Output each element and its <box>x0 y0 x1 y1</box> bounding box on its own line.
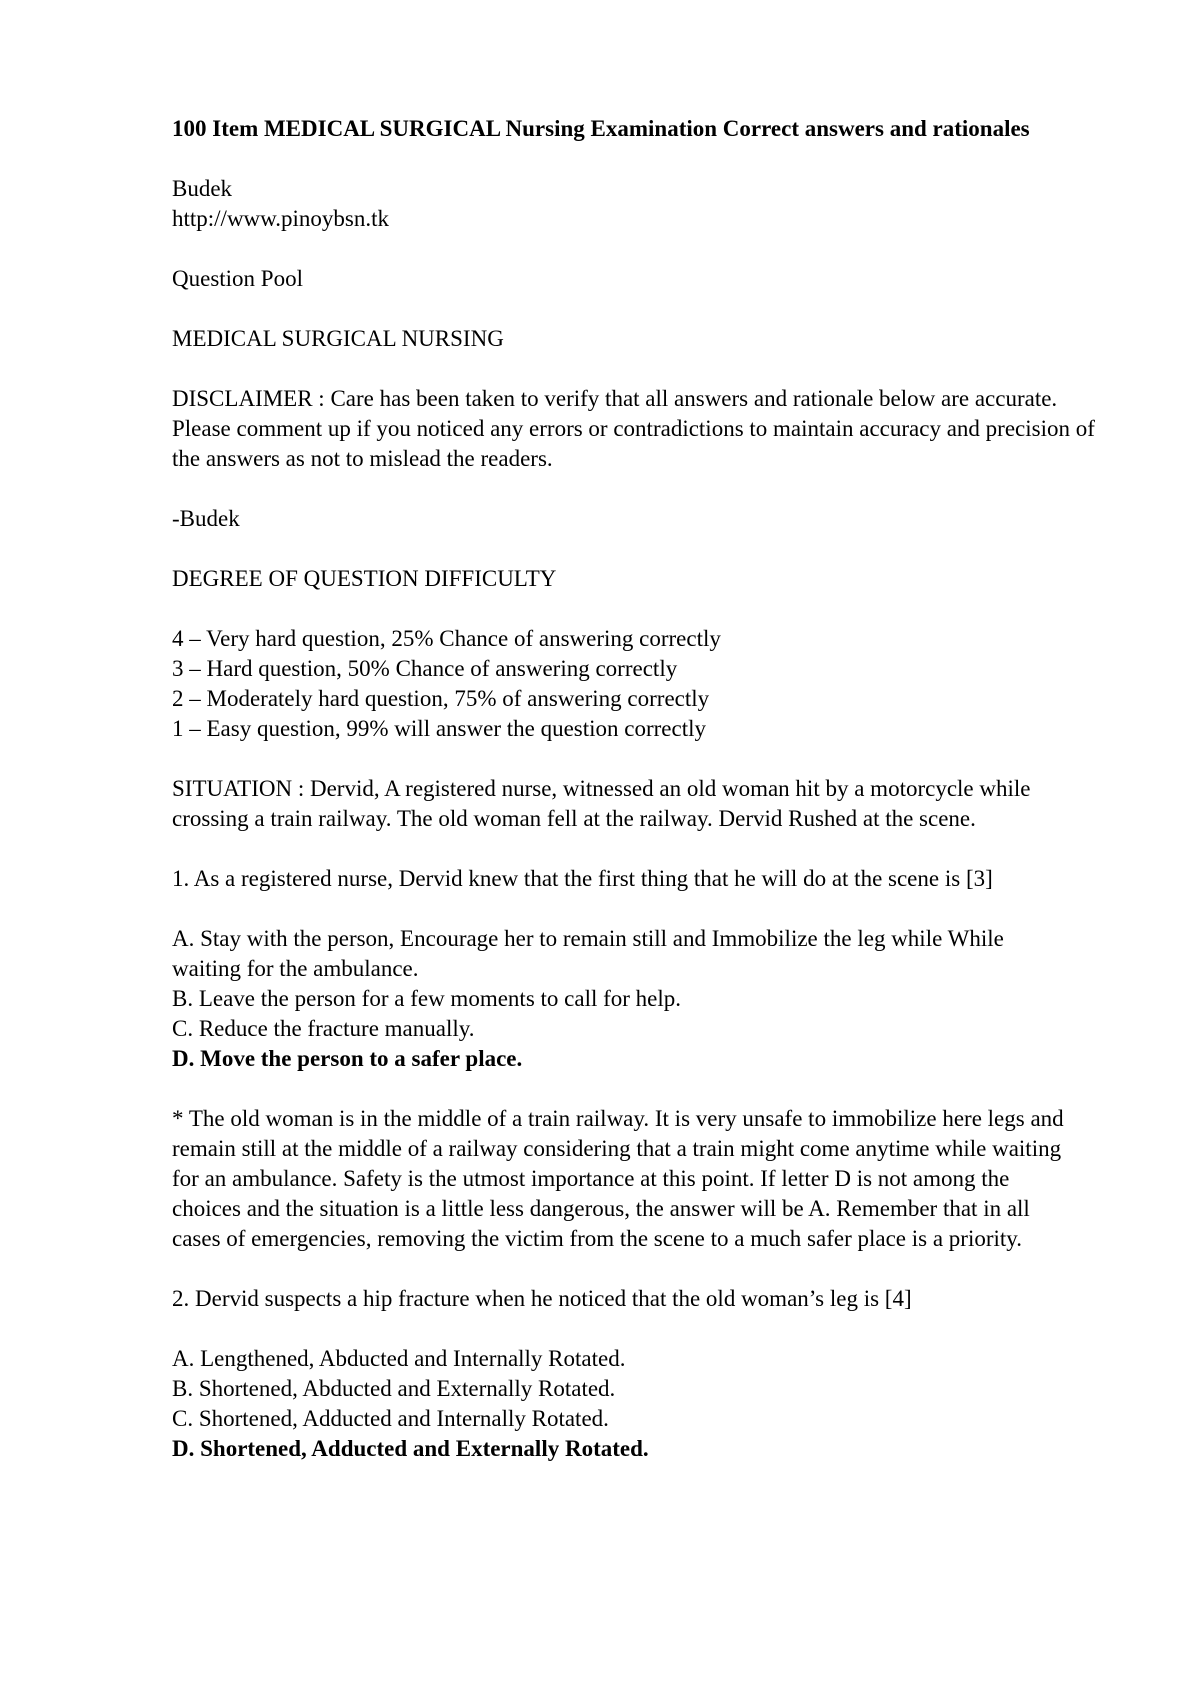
answer-choices <box>172 1344 1132 1464</box>
answer-choice: C. Reduce the fracture manually. <box>172 1016 475 1041</box>
difficulty-list <box>172 624 1132 744</box>
answer-choice: B. Leave the person for a few moments to call for help. <box>172 986 682 1011</box>
answer-choice: A. Stay with the person, Encourage her to remain still and Immobilize the leg while While waiting for the ambulance. <box>172 926 1004 981</box>
author-name: Budek <box>172 176 233 201</box>
disclaimer-text: DISCLAIMER : Care has been taken to verify that all answers and rationale below are accurate. Please comment up if you noticed any errors or contradictions to maintain accuracy and precision of the answers as not to mislead the readers. <box>172 386 1095 471</box>
situation-text: SITUATION : Dervid, A registered nurse, witnessed an old woman hit by a motorcycle while crossing a train railway. The old woman fell at the railway. Dervid Rushed at the scene. <box>172 776 1031 831</box>
difficulty-heading: DEGREE OF QUESTION DIFFICULTY <box>172 566 557 591</box>
document-title: 100 Item MEDICAL SURGICAL Nursing Examination Correct answers and rationales <box>172 116 1030 141</box>
difficulty-level: 2 – Moderately hard question, 75% of answering correctly <box>172 686 710 711</box>
correct-answer-choice: D. Move the person to a safer place. <box>172 1046 523 1071</box>
correct-answer-choice: D. Shortened, Adducted and Externally Rotated. <box>172 1436 649 1461</box>
rationale-text: * The old woman is in the middle of a train railway. It is very unsafe to immobilize here legs and remain still at the middle of a railway considering that a train might come anytime while waiting for an ambulance. Safety is the utmost importance at this point. If letter D is not among the choices and the situation is a little less dangerous, the answer will be A. Remember that in all cases of emergencies, removing the victim from the scene to a much safer place is a priority. <box>172 1106 1064 1251</box>
author-block <box>172 174 1132 234</box>
author-url: http://www.pinoybsn.tk <box>172 206 390 231</box>
difficulty-level: 4 – Very hard question, 25% Chance of answering correctly <box>172 626 721 651</box>
difficulty-level: 1 – Easy question, 99% will answer the question correctly <box>172 716 706 741</box>
answer-choice: C. Shortened, Adducted and Internally Rotated. <box>172 1406 609 1431</box>
question-stem: 2. Dervid suspects a hip fracture when he noticed that the old woman’s leg is [4] <box>172 1286 912 1311</box>
disclaimer-signature: -Budek <box>172 506 240 531</box>
answer-choice: B. Shortened, Abducted and Externally Rotated. <box>172 1376 616 1401</box>
answer-choice: A. Lengthened, Abducted and Internally Rotated. <box>172 1346 626 1371</box>
question-stem: 1. As a registered nurse, Dervid knew that the first thing that he will do at the scene is [3] <box>172 866 993 891</box>
difficulty-level: 3 – Hard question, 50% Chance of answering correctly <box>172 656 678 681</box>
subject-heading: MEDICAL SURGICAL NURSING <box>172 326 504 351</box>
question-pool-label: Question Pool <box>172 266 303 291</box>
answer-choices <box>172 924 1132 1074</box>
document-page <box>172 114 1132 1494</box>
